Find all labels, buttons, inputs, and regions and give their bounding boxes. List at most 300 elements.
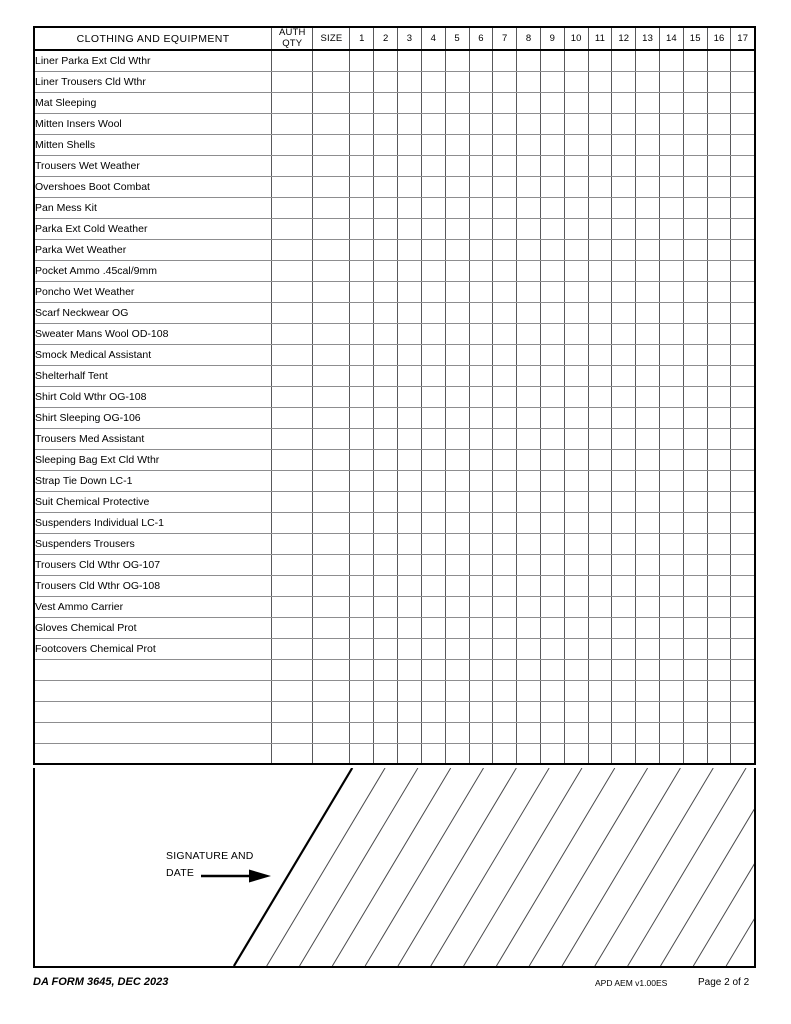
- quantity-cell-13[interactable]: [636, 659, 660, 680]
- quantity-cell-11[interactable]: [588, 197, 612, 218]
- quantity-cell-17[interactable]: [731, 344, 755, 365]
- quantity-cell-8[interactable]: [517, 659, 541, 680]
- item-description-cell[interactable]: Overshoes Boot Combat: [34, 176, 272, 197]
- quantity-cell-13[interactable]: [636, 92, 660, 113]
- quantity-cell-1[interactable]: [350, 134, 374, 155]
- quantity-cell-1[interactable]: [350, 470, 374, 491]
- quantity-cell-16[interactable]: [707, 596, 731, 617]
- quantity-cell-11[interactable]: [588, 50, 612, 71]
- quantity-cell-10[interactable]: [564, 491, 588, 512]
- signature-and-date-block[interactable]: [33, 768, 756, 968]
- quantity-cell-8[interactable]: [517, 554, 541, 575]
- quantity-cell-8[interactable]: [517, 491, 541, 512]
- quantity-cell-11[interactable]: [588, 71, 612, 92]
- quantity-cell-14[interactable]: [660, 512, 684, 533]
- quantity-cell-14[interactable]: [660, 638, 684, 659]
- auth-qty-cell[interactable]: [272, 470, 313, 491]
- quantity-cell-13[interactable]: [636, 155, 660, 176]
- quantity-cell-7[interactable]: [493, 176, 517, 197]
- quantity-cell-12[interactable]: [612, 155, 636, 176]
- quantity-cell-3[interactable]: [398, 743, 422, 764]
- quantity-cell-10[interactable]: [564, 323, 588, 344]
- quantity-cell-14[interactable]: [660, 323, 684, 344]
- quantity-cell-4[interactable]: [421, 701, 445, 722]
- quantity-cell-16[interactable]: [707, 344, 731, 365]
- quantity-cell-7[interactable]: [493, 554, 517, 575]
- quantity-cell-1[interactable]: [350, 113, 374, 134]
- quantity-cell-10[interactable]: [564, 575, 588, 596]
- quantity-cell-13[interactable]: [636, 596, 660, 617]
- quantity-cell-5[interactable]: [445, 260, 469, 281]
- quantity-cell-8[interactable]: [517, 596, 541, 617]
- quantity-cell-13[interactable]: [636, 344, 660, 365]
- quantity-cell-2[interactable]: [374, 512, 398, 533]
- quantity-cell-4[interactable]: [421, 323, 445, 344]
- quantity-cell-9[interactable]: [540, 344, 564, 365]
- quantity-cell-6[interactable]: [469, 113, 493, 134]
- quantity-cell-10[interactable]: [564, 554, 588, 575]
- quantity-cell-17[interactable]: [731, 638, 755, 659]
- quantity-cell-2[interactable]: [374, 218, 398, 239]
- quantity-cell-3[interactable]: [398, 701, 422, 722]
- item-description-cell[interactable]: Shirt Cold Wthr OG-108: [34, 386, 272, 407]
- quantity-cell-12[interactable]: [612, 491, 636, 512]
- quantity-cell-6[interactable]: [469, 365, 493, 386]
- quantity-cell-7[interactable]: [493, 386, 517, 407]
- quantity-cell-7[interactable]: [493, 218, 517, 239]
- size-cell[interactable]: [313, 92, 350, 113]
- quantity-cell-6[interactable]: [469, 491, 493, 512]
- quantity-cell-2[interactable]: [374, 323, 398, 344]
- quantity-cell-13[interactable]: [636, 722, 660, 743]
- quantity-cell-9[interactable]: [540, 680, 564, 701]
- quantity-cell-16[interactable]: [707, 218, 731, 239]
- quantity-cell-15[interactable]: [683, 449, 707, 470]
- size-cell[interactable]: [313, 575, 350, 596]
- quantity-cell-6[interactable]: [469, 302, 493, 323]
- quantity-cell-3[interactable]: [398, 659, 422, 680]
- quantity-cell-2[interactable]: [374, 470, 398, 491]
- quantity-cell-15[interactable]: [683, 281, 707, 302]
- quantity-cell-10[interactable]: [564, 533, 588, 554]
- quantity-cell-1[interactable]: [350, 638, 374, 659]
- quantity-cell-5[interactable]: [445, 176, 469, 197]
- quantity-cell-3[interactable]: [398, 596, 422, 617]
- quantity-cell-8[interactable]: [517, 407, 541, 428]
- quantity-cell-4[interactable]: [421, 638, 445, 659]
- quantity-cell-1[interactable]: [350, 71, 374, 92]
- quantity-cell-16[interactable]: [707, 323, 731, 344]
- quantity-cell-14[interactable]: [660, 533, 684, 554]
- quantity-cell-2[interactable]: [374, 428, 398, 449]
- quantity-cell-1[interactable]: [350, 344, 374, 365]
- quantity-cell-1[interactable]: [350, 365, 374, 386]
- quantity-cell-4[interactable]: [421, 176, 445, 197]
- quantity-cell-3[interactable]: [398, 344, 422, 365]
- quantity-cell-16[interactable]: [707, 743, 731, 764]
- quantity-cell-7[interactable]: [493, 449, 517, 470]
- quantity-cell-13[interactable]: [636, 617, 660, 638]
- quantity-cell-16[interactable]: [707, 491, 731, 512]
- quantity-cell-13[interactable]: [636, 218, 660, 239]
- quantity-cell-2[interactable]: [374, 302, 398, 323]
- quantity-cell-4[interactable]: [421, 554, 445, 575]
- quantity-cell-17[interactable]: [731, 512, 755, 533]
- quantity-cell-12[interactable]: [612, 701, 636, 722]
- quantity-cell-3[interactable]: [398, 155, 422, 176]
- quantity-cell-1[interactable]: [350, 743, 374, 764]
- quantity-cell-2[interactable]: [374, 50, 398, 71]
- item-description-cell[interactable]: [34, 680, 272, 701]
- item-description-cell[interactable]: Trousers Cld Wthr OG-108: [34, 575, 272, 596]
- quantity-cell-17[interactable]: [731, 113, 755, 134]
- quantity-cell-10[interactable]: [564, 50, 588, 71]
- quantity-cell-3[interactable]: [398, 281, 422, 302]
- quantity-cell-6[interactable]: [469, 281, 493, 302]
- size-cell[interactable]: [313, 365, 350, 386]
- auth-qty-cell[interactable]: [272, 197, 313, 218]
- quantity-cell-1[interactable]: [350, 50, 374, 71]
- quantity-cell-17[interactable]: [731, 155, 755, 176]
- quantity-cell-8[interactable]: [517, 638, 541, 659]
- quantity-cell-9[interactable]: [540, 533, 564, 554]
- quantity-cell-12[interactable]: [612, 722, 636, 743]
- auth-qty-cell[interactable]: [272, 596, 313, 617]
- auth-qty-cell[interactable]: [272, 323, 313, 344]
- quantity-cell-1[interactable]: [350, 533, 374, 554]
- size-cell[interactable]: [313, 155, 350, 176]
- quantity-cell-4[interactable]: [421, 722, 445, 743]
- auth-qty-cell[interactable]: [272, 281, 313, 302]
- quantity-cell-4[interactable]: [421, 92, 445, 113]
- auth-qty-cell[interactable]: [272, 701, 313, 722]
- item-description-cell[interactable]: Sweater Mans Wool OD-108: [34, 323, 272, 344]
- quantity-cell-16[interactable]: [707, 197, 731, 218]
- item-description-cell[interactable]: Trousers Med Assistant: [34, 428, 272, 449]
- quantity-cell-1[interactable]: [350, 701, 374, 722]
- quantity-cell-2[interactable]: [374, 176, 398, 197]
- auth-qty-cell[interactable]: [272, 533, 313, 554]
- quantity-cell-13[interactable]: [636, 428, 660, 449]
- quantity-cell-16[interactable]: [707, 428, 731, 449]
- quantity-cell-17[interactable]: [731, 596, 755, 617]
- item-description-cell[interactable]: Liner Trousers Cld Wthr: [34, 71, 272, 92]
- quantity-cell-14[interactable]: [660, 197, 684, 218]
- item-description-cell[interactable]: [34, 701, 272, 722]
- quantity-cell-7[interactable]: [493, 323, 517, 344]
- quantity-cell-6[interactable]: [469, 533, 493, 554]
- quantity-cell-1[interactable]: [350, 449, 374, 470]
- quantity-cell-1[interactable]: [350, 680, 374, 701]
- quantity-cell-11[interactable]: [588, 596, 612, 617]
- quantity-cell-3[interactable]: [398, 575, 422, 596]
- quantity-cell-11[interactable]: [588, 302, 612, 323]
- size-cell[interactable]: [313, 134, 350, 155]
- quantity-cell-7[interactable]: [493, 575, 517, 596]
- quantity-cell-11[interactable]: [588, 386, 612, 407]
- quantity-cell-12[interactable]: [612, 407, 636, 428]
- quantity-cell-14[interactable]: [660, 281, 684, 302]
- quantity-cell-1[interactable]: [350, 407, 374, 428]
- quantity-cell-9[interactable]: [540, 701, 564, 722]
- quantity-cell-11[interactable]: [588, 722, 612, 743]
- quantity-cell-14[interactable]: [660, 449, 684, 470]
- quantity-cell-1[interactable]: [350, 512, 374, 533]
- quantity-cell-6[interactable]: [469, 50, 493, 71]
- quantity-cell-5[interactable]: [445, 407, 469, 428]
- quantity-cell-11[interactable]: [588, 617, 612, 638]
- quantity-cell-3[interactable]: [398, 722, 422, 743]
- quantity-cell-10[interactable]: [564, 218, 588, 239]
- quantity-cell-7[interactable]: [493, 197, 517, 218]
- quantity-cell-3[interactable]: [398, 617, 422, 638]
- quantity-cell-13[interactable]: [636, 281, 660, 302]
- auth-qty-cell[interactable]: [272, 743, 313, 764]
- quantity-cell-17[interactable]: [731, 365, 755, 386]
- quantity-cell-15[interactable]: [683, 617, 707, 638]
- item-description-cell[interactable]: Suspenders Individual LC-1: [34, 512, 272, 533]
- quantity-cell-15[interactable]: [683, 155, 707, 176]
- quantity-cell-9[interactable]: [540, 302, 564, 323]
- quantity-cell-1[interactable]: [350, 617, 374, 638]
- item-description-cell[interactable]: Mat Sleeping: [34, 92, 272, 113]
- quantity-cell-5[interactable]: [445, 92, 469, 113]
- item-description-cell[interactable]: Parka Ext Cold Weather: [34, 218, 272, 239]
- quantity-cell-17[interactable]: [731, 92, 755, 113]
- quantity-cell-17[interactable]: [731, 386, 755, 407]
- quantity-cell-15[interactable]: [683, 470, 707, 491]
- quantity-cell-15[interactable]: [683, 638, 707, 659]
- quantity-cell-11[interactable]: [588, 176, 612, 197]
- quantity-cell-11[interactable]: [588, 449, 612, 470]
- quantity-cell-12[interactable]: [612, 71, 636, 92]
- quantity-cell-8[interactable]: [517, 680, 541, 701]
- quantity-cell-3[interactable]: [398, 176, 422, 197]
- quantity-cell-12[interactable]: [612, 323, 636, 344]
- quantity-cell-17[interactable]: [731, 533, 755, 554]
- quantity-cell-8[interactable]: [517, 71, 541, 92]
- quantity-cell-12[interactable]: [612, 638, 636, 659]
- quantity-cell-14[interactable]: [660, 659, 684, 680]
- auth-qty-cell[interactable]: [272, 218, 313, 239]
- quantity-cell-7[interactable]: [493, 281, 517, 302]
- quantity-cell-15[interactable]: [683, 743, 707, 764]
- quantity-cell-3[interactable]: [398, 470, 422, 491]
- quantity-cell-16[interactable]: [707, 701, 731, 722]
- auth-qty-cell[interactable]: [272, 617, 313, 638]
- quantity-cell-13[interactable]: [636, 533, 660, 554]
- quantity-cell-17[interactable]: [731, 218, 755, 239]
- quantity-cell-14[interactable]: [660, 260, 684, 281]
- quantity-cell-4[interactable]: [421, 218, 445, 239]
- quantity-cell-9[interactable]: [540, 197, 564, 218]
- quantity-cell-14[interactable]: [660, 50, 684, 71]
- size-cell[interactable]: [313, 722, 350, 743]
- quantity-cell-16[interactable]: [707, 659, 731, 680]
- quantity-cell-5[interactable]: [445, 281, 469, 302]
- quantity-cell-10[interactable]: [564, 197, 588, 218]
- quantity-cell-6[interactable]: [469, 176, 493, 197]
- quantity-cell-5[interactable]: [445, 50, 469, 71]
- quantity-cell-8[interactable]: [517, 323, 541, 344]
- quantity-cell-16[interactable]: [707, 71, 731, 92]
- quantity-cell-11[interactable]: [588, 134, 612, 155]
- auth-qty-cell[interactable]: [272, 71, 313, 92]
- quantity-cell-13[interactable]: [636, 386, 660, 407]
- quantity-cell-14[interactable]: [660, 470, 684, 491]
- quantity-cell-7[interactable]: [493, 659, 517, 680]
- quantity-cell-12[interactable]: [612, 680, 636, 701]
- quantity-cell-12[interactable]: [612, 659, 636, 680]
- quantity-cell-13[interactable]: [636, 680, 660, 701]
- quantity-cell-12[interactable]: [612, 176, 636, 197]
- auth-qty-cell[interactable]: [272, 155, 313, 176]
- quantity-cell-13[interactable]: [636, 302, 660, 323]
- quantity-cell-13[interactable]: [636, 197, 660, 218]
- quantity-cell-11[interactable]: [588, 365, 612, 386]
- item-description-cell[interactable]: Mitten Shells: [34, 134, 272, 155]
- quantity-cell-3[interactable]: [398, 218, 422, 239]
- quantity-cell-8[interactable]: [517, 134, 541, 155]
- auth-qty-cell[interactable]: [272, 449, 313, 470]
- quantity-cell-6[interactable]: [469, 155, 493, 176]
- quantity-cell-10[interactable]: [564, 701, 588, 722]
- quantity-cell-16[interactable]: [707, 407, 731, 428]
- quantity-cell-4[interactable]: [421, 260, 445, 281]
- quantity-cell-8[interactable]: [517, 365, 541, 386]
- size-cell[interactable]: [313, 617, 350, 638]
- quantity-cell-10[interactable]: [564, 428, 588, 449]
- quantity-cell-16[interactable]: [707, 554, 731, 575]
- quantity-cell-16[interactable]: [707, 617, 731, 638]
- quantity-cell-9[interactable]: [540, 554, 564, 575]
- quantity-cell-6[interactable]: [469, 344, 493, 365]
- size-cell[interactable]: [313, 344, 350, 365]
- auth-qty-cell[interactable]: [272, 491, 313, 512]
- quantity-cell-9[interactable]: [540, 512, 564, 533]
- quantity-cell-5[interactable]: [445, 155, 469, 176]
- auth-qty-cell[interactable]: [272, 113, 313, 134]
- quantity-cell-8[interactable]: [517, 575, 541, 596]
- size-cell[interactable]: [313, 176, 350, 197]
- size-cell[interactable]: [313, 407, 350, 428]
- quantity-cell-14[interactable]: [660, 407, 684, 428]
- quantity-cell-5[interactable]: [445, 638, 469, 659]
- quantity-cell-7[interactable]: [493, 428, 517, 449]
- quantity-cell-10[interactable]: [564, 260, 588, 281]
- quantity-cell-3[interactable]: [398, 428, 422, 449]
- quantity-cell-8[interactable]: [517, 50, 541, 71]
- size-cell[interactable]: [313, 701, 350, 722]
- quantity-cell-6[interactable]: [469, 134, 493, 155]
- quantity-cell-11[interactable]: [588, 113, 612, 134]
- quantity-cell-13[interactable]: [636, 701, 660, 722]
- size-cell[interactable]: [313, 71, 350, 92]
- quantity-cell-17[interactable]: [731, 302, 755, 323]
- quantity-cell-6[interactable]: [469, 554, 493, 575]
- size-cell[interactable]: [313, 281, 350, 302]
- size-cell[interactable]: [313, 197, 350, 218]
- quantity-cell-6[interactable]: [469, 680, 493, 701]
- size-cell[interactable]: [313, 302, 350, 323]
- quantity-cell-2[interactable]: [374, 260, 398, 281]
- quantity-cell-17[interactable]: [731, 701, 755, 722]
- quantity-cell-5[interactable]: [445, 743, 469, 764]
- quantity-cell-7[interactable]: [493, 71, 517, 92]
- quantity-cell-10[interactable]: [564, 302, 588, 323]
- quantity-cell-6[interactable]: [469, 617, 493, 638]
- quantity-cell-2[interactable]: [374, 71, 398, 92]
- quantity-cell-5[interactable]: [445, 617, 469, 638]
- item-description-cell[interactable]: Trousers Cld Wthr OG-107: [34, 554, 272, 575]
- item-description-cell[interactable]: Suit Chemical Protective: [34, 491, 272, 512]
- quantity-cell-7[interactable]: [493, 260, 517, 281]
- quantity-cell-5[interactable]: [445, 491, 469, 512]
- quantity-cell-6[interactable]: [469, 659, 493, 680]
- quantity-cell-13[interactable]: [636, 134, 660, 155]
- quantity-cell-15[interactable]: [683, 365, 707, 386]
- quantity-cell-2[interactable]: [374, 701, 398, 722]
- quantity-cell-15[interactable]: [683, 260, 707, 281]
- quantity-cell-5[interactable]: [445, 428, 469, 449]
- auth-qty-cell[interactable]: [272, 512, 313, 533]
- quantity-cell-13[interactable]: [636, 512, 660, 533]
- quantity-cell-11[interactable]: [588, 638, 612, 659]
- quantity-cell-3[interactable]: [398, 323, 422, 344]
- quantity-cell-16[interactable]: [707, 281, 731, 302]
- quantity-cell-6[interactable]: [469, 596, 493, 617]
- quantity-cell-7[interactable]: [493, 638, 517, 659]
- quantity-cell-6[interactable]: [469, 638, 493, 659]
- quantity-cell-4[interactable]: [421, 386, 445, 407]
- quantity-cell-12[interactable]: [612, 239, 636, 260]
- quantity-cell-15[interactable]: [683, 701, 707, 722]
- quantity-cell-3[interactable]: [398, 302, 422, 323]
- item-description-cell[interactable]: [34, 722, 272, 743]
- quantity-cell-16[interactable]: [707, 638, 731, 659]
- size-cell[interactable]: [313, 680, 350, 701]
- quantity-cell-4[interactable]: [421, 575, 445, 596]
- quantity-cell-16[interactable]: [707, 365, 731, 386]
- quantity-cell-9[interactable]: [540, 239, 564, 260]
- size-cell[interactable]: [313, 428, 350, 449]
- quantity-cell-10[interactable]: [564, 176, 588, 197]
- quantity-cell-8[interactable]: [517, 533, 541, 554]
- quantity-cell-15[interactable]: [683, 512, 707, 533]
- quantity-cell-5[interactable]: [445, 701, 469, 722]
- quantity-cell-5[interactable]: [445, 554, 469, 575]
- quantity-cell-11[interactable]: [588, 680, 612, 701]
- quantity-cell-14[interactable]: [660, 428, 684, 449]
- quantity-cell-12[interactable]: [612, 302, 636, 323]
- quantity-cell-3[interactable]: [398, 512, 422, 533]
- size-cell[interactable]: [313, 659, 350, 680]
- quantity-cell-9[interactable]: [540, 134, 564, 155]
- quantity-cell-15[interactable]: [683, 50, 707, 71]
- quantity-cell-5[interactable]: [445, 239, 469, 260]
- quantity-cell-9[interactable]: [540, 155, 564, 176]
- quantity-cell-1[interactable]: [350, 92, 374, 113]
- quantity-cell-9[interactable]: [540, 428, 564, 449]
- quantity-cell-9[interactable]: [540, 176, 564, 197]
- quantity-cell-7[interactable]: [493, 50, 517, 71]
- quantity-cell-3[interactable]: [398, 92, 422, 113]
- quantity-cell-17[interactable]: [731, 575, 755, 596]
- quantity-cell-10[interactable]: [564, 92, 588, 113]
- quantity-cell-15[interactable]: [683, 134, 707, 155]
- quantity-cell-14[interactable]: [660, 176, 684, 197]
- quantity-cell-12[interactable]: [612, 617, 636, 638]
